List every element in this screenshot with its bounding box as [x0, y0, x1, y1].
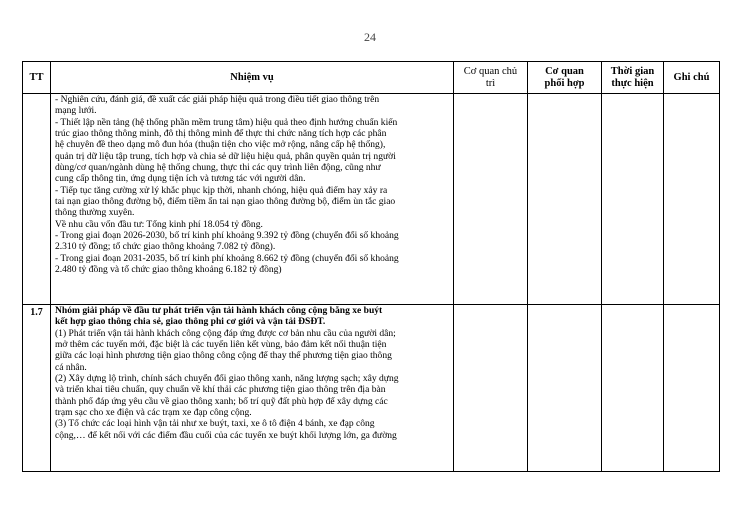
coordinating-agency-cell	[528, 305, 602, 472]
task-paragraph: - Thiết lập nền tảng (hệ thống phần mềm trung tâm) hiệu quả theo định hướng chuẩn kiến trúc giao thông thông minh, đô thị thông minh để thực thi chức năng tích hợp các phân hệ chuyên đề theo dạng mô đun hóa (thuận tiện cho việc mở rộng, nâng cấp hệ thống), quản trị dữ liệu tập trung, tích hợp và chia sẻ dữ liệu hiệu quả, phân quyền quản trị người dùng/cơ quan/ngành dùng hệ thống chung, thực thi các quy trình liên động, cũng như cung cấp thông tin, ứng dụng tiện ích và tương tác với người dân.	[55, 116, 398, 185]
task-paragraph: - Trong giai đoạn 2031-2035, bố trí kinh phí khoảng 8.662 tỷ đồng (chuyển đổi số khoảng 2.480 tỷ đồng và tổ chức giao thông khoảng 6.182 tỷ đồng)	[55, 252, 399, 276]
notes-cell	[664, 94, 720, 305]
task-text	[51, 94, 453, 304]
page-number: 24	[364, 30, 376, 44]
timeline-cell	[602, 94, 664, 305]
notes-cell	[664, 305, 720, 472]
task-cell	[51, 305, 454, 472]
header-timeline	[602, 62, 664, 94]
lead-agency-cell	[454, 305, 528, 472]
table-row	[23, 305, 720, 472]
header-lead-agency-label: Cơ quan chủ trì	[463, 65, 518, 89]
coordinating-agency-cell	[528, 94, 602, 305]
header-lead-agency	[454, 62, 528, 94]
table-header-row	[23, 62, 720, 94]
task-paragraph: Về nhu cầu vốn đầu tư: Tổng kinh phí 18.054 tỷ đồng.	[55, 218, 263, 230]
table-row	[23, 94, 720, 305]
header-notes: Ghi chú	[664, 62, 720, 94]
row-number	[23, 94, 51, 305]
header-task: Nhiệm vụ	[51, 62, 454, 94]
task-paragraph: - Trong giai đoạn 2026-2030, bố trí kinh phí khoảng 9.392 tỷ đồng (chuyển đổi số khoảng 2.310 tỷ đồng; tổ chức giao thông khoảng 7.082 tỷ đồng).	[55, 230, 399, 253]
task-cell	[51, 94, 454, 305]
row-number: 1.7	[23, 305, 51, 472]
lead-agency-cell	[454, 94, 528, 305]
header-coordinating-agency	[528, 62, 602, 94]
task-table	[22, 61, 720, 472]
task-paragraph: - Nghiên cứu, đánh giá, đề xuất các giải pháp hiệu quả trong điều tiết giao thông trên mạng lưới.	[55, 94, 380, 117]
task-paragraph: (2) Xây dựng lộ trình, chính sách chuyển đổi giao thông xanh, năng lượng sạch; xây dựng và triển khai tiêu chuẩn, quy chuẩn về khí thải các phương tiện giao thông trên địa bàn thành phố đáp ứng yêu cầu về giao thông xanh; bố trí quỹ đất phù hợp để xây dựng các trạm sạc cho xe điện và các trạm xe đạp công cộng.	[55, 373, 399, 419]
task-text	[51, 305, 453, 471]
task-paragraph: - Tiếp tục tăng cường xử lý khắc phục kịp thời, nhanh chóng, hiệu quả điểm hay xảy ra tai nạn giao thông đường bộ, điểm tiềm ẩn tai nạn giao thông đường bộ, điểm ùn tắc giao thông thường xuyên.	[55, 184, 396, 219]
header-timeline-label: Thời gian thực hiện	[610, 65, 655, 89]
timeline-cell	[602, 305, 664, 472]
header-tt: TT	[23, 62, 51, 94]
header-coordinating-agency-label: Cơ quan phối hợp	[544, 65, 585, 89]
task-paragraph: (3) Tổ chức các loại hình vận tải như xe buýt, taxi, xe ô tô điện 4 bánh, xe đạp công cộng,… để kết nối với các điểm đầu cuối của các tuyến xe buýt khối lượng lớn, ga đường	[55, 418, 397, 441]
task-title: Nhóm giải pháp về đầu tư phát triển vận tải hành khách công cộng bằng xe buýt kết hợp giao thông chia sẻ, giao thông phi cơ giới và vận tải ĐSĐT.	[55, 305, 383, 328]
task-paragraph: (1) Phát triển vận tải hành khách công cộng đáp ứng được cơ bản nhu cầu của người dân; mở thêm các tuyến mới, đặc biệt là các tuyến liên kết vùng, bảo đảm kết nối thuận tiện giữa các loại hình phương tiện giao thông công cộng để thay thế phương tiện giao thông cá nhân.	[55, 327, 396, 373]
